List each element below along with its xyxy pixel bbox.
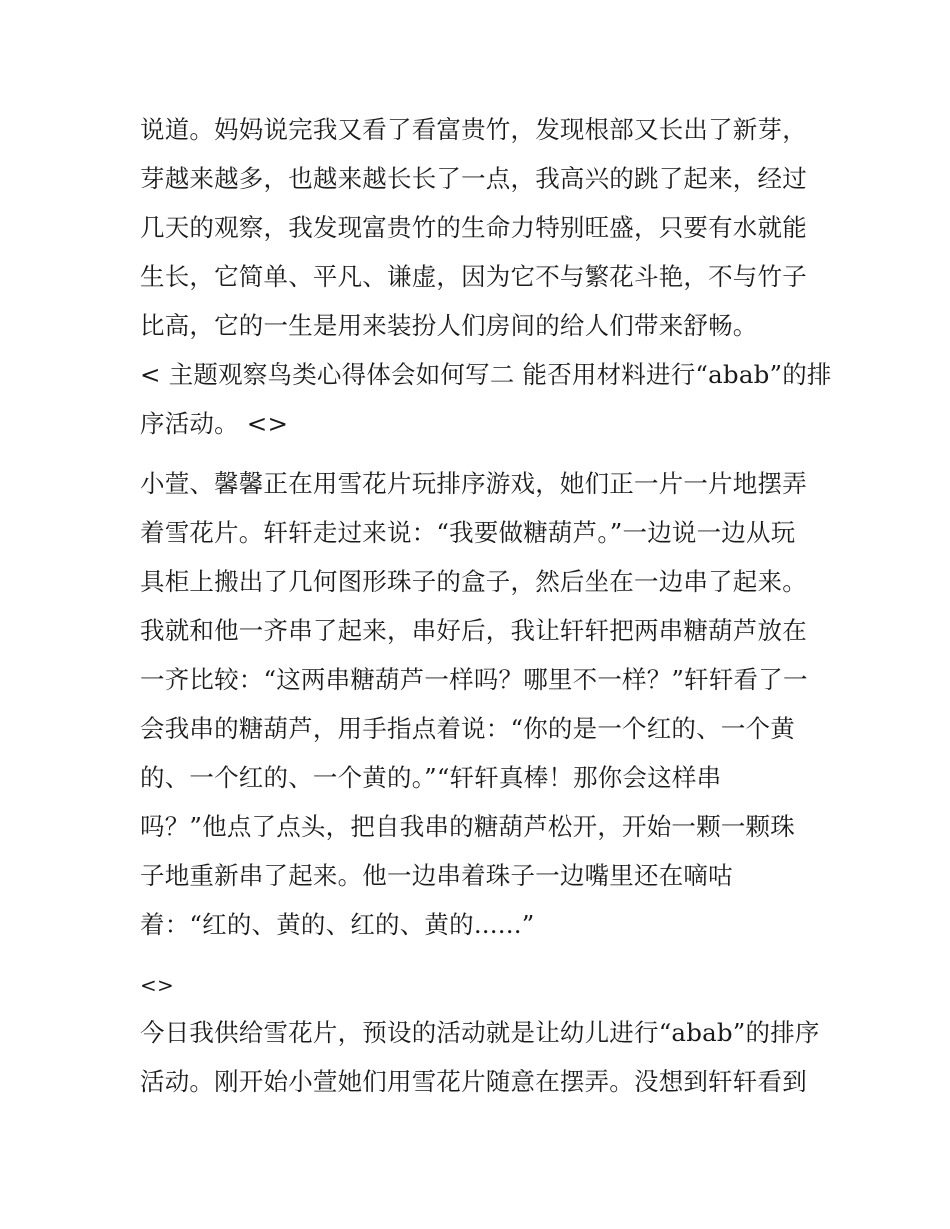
text-line-12: 一齐比较：“这两串糖葫芦一样吗？哪里不一样？”轩轩看了一 <box>140 665 808 694</box>
text-line-14: 的、一个红的、一个黄的。”“轩轩真棒！那你会这样串 <box>140 763 722 792</box>
text-line-10: 具柜上搬出了几何图形珠子的盒子，然后坐在一边串了起来。 <box>140 567 807 596</box>
text-line-13: 会我串的糖葫芦，用手指点着说：“你的是一个红的、一个黄 <box>140 714 795 743</box>
text-line-11: 我就和他一齐串了起来，串好后，我让轩轩把两串糖葫芦放在 <box>140 616 807 645</box>
text-line-19: 今日我供给雪花片，预设的活动就是让幼儿进行“abab”的排序 <box>140 1018 820 1047</box>
text-line-8: 小萱、馨馨正在用雪花片玩排序游戏，她们正一片一片地摆弄 <box>140 469 807 498</box>
text-line-20: 活动。刚开始小萱她们用雪花片随意在摆弄。没想到轩轩看到 <box>140 1067 807 1096</box>
text-line-17: 着：“红的、黄的、红的、黄的......” <box>140 910 535 939</box>
text-line-1: 说道。妈妈说完我又看了看富贵竹，发现根部又长出了新芽， <box>140 115 807 144</box>
text-line-3: 几天的观察，我发现富贵竹的生命力特别旺盛，只要有水就能 <box>140 213 807 242</box>
text-line-6: < 主题观察鸟类心得体会如何写二 能否用材料进行“abab”的排 <box>140 360 832 389</box>
text-line-15: 吗？”他点了点头，把自我串的糖葫芦松开，开始一颗一颗珠 <box>140 812 795 841</box>
text-line-4: 生长，它简单、平凡、谦虚，因为它不与繁花斗艳，不与竹子 <box>140 262 807 291</box>
text-line-5: 比高，它的一生是用来装扮人们房间的给人们带来舒畅。 <box>140 311 758 340</box>
text-line-9: 着雪花片。轩轩走过来说：“我要做糖葫芦。”一边说一边从玩 <box>140 518 796 547</box>
text-line-2: 芽越来越多，也越来越长长了一点，我高兴的跳了起来，经过 <box>140 164 807 193</box>
text-line-7: 序活动。 <> <box>140 409 289 438</box>
text-line-18: <> <box>140 973 174 997</box>
text-line-16: 子地重新串了起来。他一边串着珠子一边嘴里还在嘀咕 <box>140 861 733 890</box>
